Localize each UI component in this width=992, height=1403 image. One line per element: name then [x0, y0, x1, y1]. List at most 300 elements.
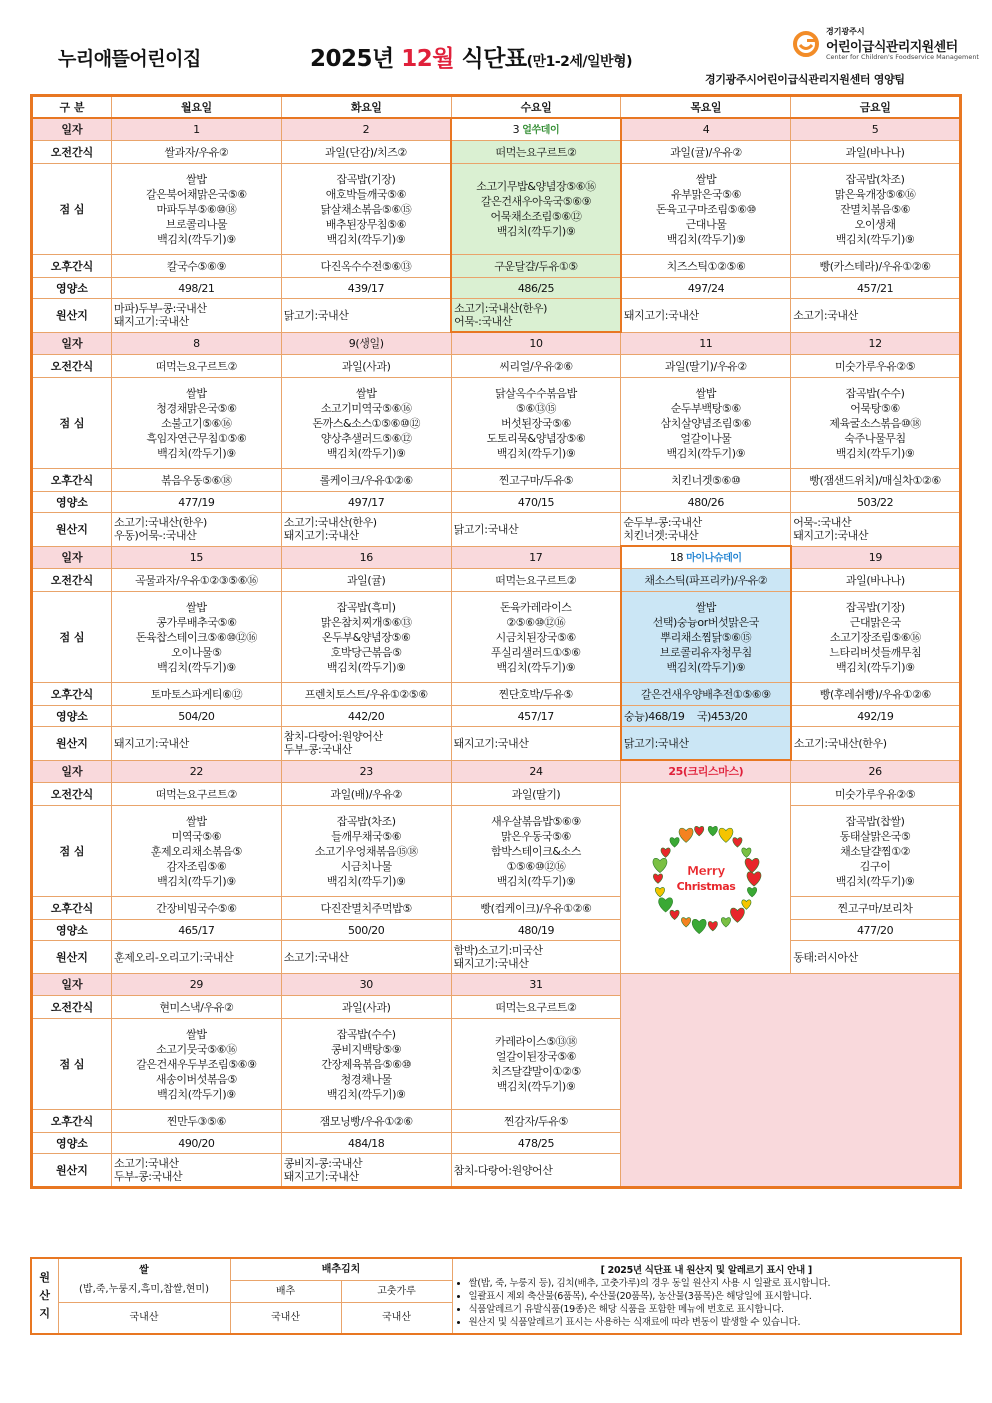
lunch-item: 얼갈이나물	[680, 431, 732, 445]
date-cell	[791, 546, 961, 569]
am-snack-cell: 곡물과자/우유①②③⑤⑥⑯	[112, 569, 282, 592]
lunch-item: 채소달걀찜①②	[840, 844, 911, 858]
lunch-item: 푸실리샐러드①⑤⑥	[490, 645, 581, 659]
date-label: 일자	[32, 118, 112, 141]
lunch-item: 백김치(깍두기)⑨	[666, 660, 746, 674]
origin-item: 닭고기:국내산	[283, 308, 349, 322]
nutrition-cell: 477/19	[112, 492, 282, 513]
pm-snack-cell: 빵(잼샌드위치)/매실차①②⑥	[791, 469, 961, 492]
pepper-label: 고춧가루	[341, 1280, 452, 1302]
origin-cell	[791, 299, 961, 333]
am-snack-cell: 과일(단감)/치즈②	[281, 141, 451, 164]
lunch-item: 잡곡밥(수수)	[336, 1027, 396, 1041]
date-label: 일자	[32, 546, 112, 569]
lunch-item: 잡곡밥(기장)	[845, 600, 905, 614]
date-cell	[112, 974, 282, 996]
origin-item: 소고기:국내산	[114, 1157, 179, 1170]
notice-list	[457, 1277, 956, 1329]
lunch-item: 배추된장무침⑤⑥	[325, 217, 407, 231]
date-cell	[112, 118, 282, 141]
pm-snack-cell: 빵(컵케이크)/우유①②⑥	[451, 897, 621, 920]
lunch-item: 콩가루배추국⑤⑥	[156, 615, 237, 629]
heart-decoration	[745, 858, 759, 872]
lunch-item: 쌀밥	[186, 600, 207, 614]
lunch-item: 백김치(깍두기)⑨	[496, 660, 576, 674]
lunch-item: 브로콜리나물	[165, 217, 228, 231]
am-snack-label: 오전간식	[32, 141, 112, 164]
date-label: 일자	[32, 332, 112, 355]
origin-item: 돼지고기:국내산	[793, 529, 869, 543]
page-title	[310, 40, 632, 73]
lunch-item: 백김치(깍두기)⑨	[157, 446, 236, 460]
am-snack-cell: 과일(바나나)	[791, 141, 961, 164]
heart-decoration	[661, 848, 670, 858]
lunch-item: 양상추샐러드⑤⑥⑫	[320, 431, 412, 445]
date-cell	[281, 974, 451, 996]
origin-item: 소고기:국내산(한우)	[793, 736, 887, 750]
title-text: 식단표	[461, 46, 527, 72]
date-number: 3	[512, 122, 520, 136]
lunch-cell	[281, 592, 451, 683]
christmas-text: Christmas	[676, 880, 736, 893]
nutrition-cell: 484/18	[281, 1133, 451, 1154]
lunch-item: 어묵채소조림⑤⑥⑫	[490, 210, 582, 223]
date-number: 26	[868, 764, 882, 778]
lunch-item: 백김치(깍두기)⑨	[835, 232, 915, 246]
date-number: 9(생일)	[348, 336, 384, 350]
origin-item: 참치-다랑어:원양어산	[283, 730, 383, 744]
date-cell	[621, 118, 791, 141]
origin-item: 어묵-:국내산	[454, 315, 513, 328]
origin-item: 두부-콩:국내산	[283, 743, 353, 757]
day-header: 월요일	[112, 96, 282, 119]
pm-snack-cell: 빵(카스테라)/우유①②⑥	[791, 255, 961, 278]
am-snack-cell: 떠먹는요구르트②	[451, 996, 621, 1019]
christmas-cell	[621, 783, 791, 974]
heart-decoration	[747, 887, 756, 897]
pm-snack-cell: 프렌치토스트/우유①②⑤⑥	[281, 683, 451, 706]
origin-item: 닭고기:국내산	[623, 736, 689, 750]
lunch-cell	[281, 378, 451, 469]
am-snack-cell: 쌀과자/우유②	[112, 141, 282, 164]
lunch-item: 감자조림⑤⑥	[166, 859, 227, 873]
rice-header	[58, 1258, 230, 1302]
am-snack-cell: 과일(귤)	[281, 569, 451, 592]
notice-title: [ 2025년 식단표 내 원산지 및 알레르기 표시 안내 ]	[600, 1264, 812, 1276]
date-number: 24	[529, 764, 543, 778]
origin-item: 함박)소고기:미국산	[453, 944, 543, 957]
origin-cell	[112, 513, 282, 547]
am-snack-cell: 과일(바나나)	[791, 569, 961, 592]
empty-cell	[621, 974, 961, 1188]
lunch-cell	[451, 592, 621, 683]
kimchi-header: 배추김치	[230, 1258, 452, 1280]
nutrition-cell: 470/15	[451, 492, 621, 513]
origin-item: 소고기:국내산(한우)	[454, 302, 547, 315]
lunch-item: 콩비지백탕⑤⑨	[331, 1042, 402, 1056]
date-number: 19	[868, 550, 882, 564]
lunch-cell	[791, 378, 961, 469]
lunch-item: 유부맑은국⑤⑥	[671, 187, 742, 201]
date-cell	[791, 118, 961, 141]
origin-notice-table	[30, 1257, 962, 1335]
rice-label: 쌀	[139, 1265, 149, 1277]
lunch-item: 미역국⑤⑥	[171, 829, 222, 843]
am-snack-label: 오전간식	[32, 783, 112, 806]
date-number: 11	[699, 336, 713, 350]
pm-snack-cell: 다진잔멸치주먹밥⑤	[281, 897, 451, 920]
lunch-item: 도토리묵&양념장⑤⑥	[486, 431, 586, 445]
pm-snack-label: 오후간식	[32, 683, 112, 706]
date-cell	[281, 760, 451, 783]
nutrition-label: 영양소	[32, 492, 112, 513]
nutrition-cell: 486/25	[451, 278, 621, 299]
date-number: 4	[702, 123, 710, 136]
am-snack-cell: 현미스낵/우유②	[112, 996, 282, 1019]
date-cell	[112, 760, 282, 783]
date-cell	[791, 760, 961, 783]
lunch-item: 순두부백탕⑤⑥	[670, 401, 741, 415]
nutrition-label: 영양소	[32, 920, 112, 941]
nutrition-cell: 480/26	[621, 492, 791, 513]
date-number: 15	[189, 550, 203, 564]
lunch-item: 치즈달걀말이①②⑤	[491, 1065, 581, 1078]
date-number: 2	[362, 123, 370, 136]
nutrition-label: 영양소	[32, 278, 112, 299]
nutrition-label: 영양소	[32, 1133, 112, 1154]
origin-cell	[281, 941, 451, 974]
heart-decoration	[694, 826, 703, 836]
rice-sub-label: (밥,죽,누룽지,흑미,찹쌀,현미)	[79, 1284, 209, 1296]
lunch-item: 백김치(깍두기)⑨	[496, 1080, 576, 1093]
lunch-item: 시금치된장국⑤⑥	[495, 630, 576, 644]
nutrition-cell: 465/17	[112, 920, 282, 941]
date-number: 10	[529, 337, 543, 350]
lunch-item: 애호박들깨국⑤⑥	[325, 187, 407, 201]
date-label: 일자	[32, 974, 112, 996]
date-cell	[621, 760, 791, 783]
lunch-item: 쌀밥	[186, 172, 207, 186]
lunch-item: 백김치(깍두기)⑨	[496, 874, 576, 888]
heart-decoration	[730, 908, 744, 922]
am-snack-cell: 떠먹는요구르트②	[112, 783, 282, 806]
lunch-item: 백김치(깍두기)⑨	[496, 225, 576, 238]
heart-decoration	[655, 887, 664, 897]
heart-decoration	[741, 848, 750, 858]
lunch-item: 백김치(깍두기)⑨	[157, 874, 236, 888]
title-month: 12월	[401, 46, 454, 72]
lunch-cell	[112, 378, 282, 469]
date-number: 30	[359, 978, 373, 991]
lunch-cell	[281, 806, 451, 897]
lunch-item: 갈은건새우두부조림⑤⑥⑨	[136, 1057, 257, 1071]
lunch-item: 카레라이스⑤⑬⑱	[495, 1035, 577, 1048]
origin-item: 돼지고기:국내산	[114, 315, 189, 329]
lunch-item: 김구이	[859, 859, 891, 873]
lunch-item: 새우살볶음밥⑤⑥⑨	[491, 814, 581, 828]
lunch-item: 잡곡밥(수수)	[845, 386, 905, 400]
origin-cell	[281, 727, 451, 761]
origin-label: 원산지	[32, 299, 112, 333]
heart-decoration	[708, 826, 717, 836]
smile-logo-icon	[792, 30, 820, 58]
lunch-item: 쌀밥	[186, 386, 207, 400]
cabbage-origin: 국내산	[230, 1302, 341, 1334]
lunch-item: 소고기미역국⑤⑥⑯	[320, 401, 412, 415]
origin-item: 돼지고기:국내산	[453, 957, 529, 970]
heart-decoration	[692, 919, 706, 933]
lunch-item: 쌀밥	[186, 1027, 207, 1041]
heart-decoration	[733, 838, 742, 848]
day-header: 화요일	[281, 96, 451, 119]
pm-snack-cell: 치즈스틱①②⑤⑥	[621, 255, 791, 278]
am-snack-cell: 과일(배)/우유②	[281, 783, 451, 806]
lunch-item: 온두부&양념장⑤⑥	[321, 630, 411, 644]
lunch-item: 백김치(깍두기)⑨	[157, 660, 236, 674]
origin-item: 소고기:국내산(한우)	[283, 516, 377, 530]
lunch-item: 돈육고구마조림⑤⑥⑩	[656, 202, 757, 216]
date-cell	[281, 118, 451, 141]
lunch-item: 쌀밥	[186, 814, 207, 828]
lunch-item: 돈육찹스테이크⑤⑥⑩⑫⑯	[135, 630, 257, 644]
lunch-item: 동태살맑은국⑤	[839, 829, 911, 843]
lunch-item: 마파두부⑤⑥⑩⑱	[156, 202, 237, 216]
pm-snack-cell: 찐고구마/보리차	[791, 897, 961, 920]
lunch-item: 잔멸치볶음⑤⑥	[840, 202, 911, 216]
lunch-cell	[112, 164, 282, 255]
lunch-label: 점 심	[32, 1019, 112, 1110]
lunch-cell	[621, 378, 791, 469]
lunch-item: 맑은우동국⑤⑥	[500, 829, 572, 843]
page-header	[0, 0, 992, 92]
nutrition-cell: 492/19	[791, 706, 961, 727]
lunch-item: 닭살옥수수볶음밥	[495, 386, 577, 400]
am-snack-cell: 채소스틱(파프리카)/우유②	[621, 569, 791, 592]
date-cell	[281, 546, 451, 569]
pm-snack-cell: 잼모닝빵/우유①②⑥	[281, 1110, 451, 1133]
lunch-item: 근대나물	[685, 217, 727, 231]
school-name: 누리애뜰어린이집	[58, 48, 201, 70]
am-snack-cell: 떠먹는요구르트②	[112, 355, 282, 378]
christmas-wreath-image	[641, 813, 771, 943]
logo-name: 어린이급식관리지원센터	[826, 40, 958, 55]
pm-snack-cell: 다진옥수수전⑤⑥⑬	[281, 255, 451, 278]
origin-label: 원산지	[32, 941, 112, 974]
lunch-item: 쌀밥	[695, 600, 717, 614]
lunch-item: 잡곡밥(차조)	[845, 172, 905, 186]
nutrition-cell: 442/20	[281, 706, 451, 727]
origin-cell	[112, 299, 282, 333]
pm-snack-cell: 간장비빔국수⑤⑥	[112, 897, 282, 920]
origin-side-label	[31, 1258, 58, 1334]
lunch-item: 얼갈이된장국⑤⑥	[495, 1050, 577, 1063]
date-cell	[621, 546, 791, 569]
am-snack-cell: 과일(사과)	[281, 996, 451, 1019]
pm-snack-label: 오후간식	[32, 1110, 112, 1133]
lunch-item: 청경채맑은국⑤⑥	[156, 401, 237, 415]
lunch-item: 백김치(깍두기)⑨	[666, 232, 746, 246]
pm-snack-label: 오후간식	[32, 469, 112, 492]
date-number: 23	[359, 764, 373, 778]
center-team: 경기광주시어린이급식관리지원센터 영양팀	[705, 73, 905, 86]
origin-item: 소고기:국내산(한우)	[114, 516, 207, 530]
nutrition-cell: 457/21	[791, 278, 961, 299]
am-snack-cell: 과일(딸기)/우유②	[621, 355, 791, 378]
origin-cell	[281, 299, 451, 333]
gubun-header: 구 분	[32, 96, 112, 119]
lunch-item: 백김치(깍두기)⑨	[496, 446, 576, 460]
origin-label: 원산지	[32, 513, 112, 547]
origin-item: 우동)어묵-:국내산	[114, 529, 197, 543]
lunch-item: 삼치살양념조림⑤⑥	[660, 416, 752, 430]
pm-snack-label: 오후간식	[32, 255, 112, 278]
date-cell	[791, 332, 961, 355]
lunch-item: 백김치(깍두기)⑨	[326, 1087, 406, 1101]
date-number: 25(크리스마스)	[668, 765, 744, 778]
lunch-cell	[451, 164, 621, 255]
lunch-item: 닭살채소볶음⑤⑥⑮	[320, 202, 412, 216]
lunch-item: 쌀밥	[695, 172, 717, 186]
heart-decoration	[658, 898, 672, 912]
wreath-icon	[641, 813, 771, 943]
side-char: 산	[39, 1289, 51, 1302]
nutrition-cell: 480/19	[451, 920, 621, 941]
heart-decoration	[670, 910, 679, 920]
lunch-cell	[621, 164, 791, 255]
heart-decoration	[653, 858, 667, 872]
heart-decoration	[670, 838, 679, 848]
lunch-item: 백김치(깍두기)⑨	[835, 874, 915, 888]
origin-item: 순두부-콩:국내산	[623, 516, 702, 529]
lunch-cell	[281, 1019, 451, 1110]
lunch-item: 백김치(깍두기)⑨	[157, 232, 236, 246]
am-snack-cell: 과일(귤)/우유②	[621, 141, 791, 164]
lunch-item: 백김치(깍두기)⑨	[666, 446, 746, 460]
am-snack-cell: 떠먹는요구르트②	[451, 569, 621, 592]
date-cell	[281, 332, 451, 355]
lunch-cell	[791, 164, 961, 255]
lunch-item: 소고기무밥&양념장⑤⑥⑯	[476, 180, 596, 193]
side-char: 지	[39, 1307, 51, 1320]
lunch-cell	[112, 592, 282, 683]
date-number: 5	[871, 123, 879, 136]
date-number: 18	[669, 550, 684, 564]
lunch-cell	[112, 806, 282, 897]
lunch-item: 맑은육개장⑤⑥⑯	[834, 187, 916, 201]
am-snack-cell: 과일(딸기)	[451, 783, 621, 806]
heart-decoration	[741, 900, 750, 910]
pm-snack-cell: 롤케이크/우유①②⑥	[281, 469, 451, 492]
nutrition-cell: 숭늉)468/19 국)453/20	[621, 706, 791, 727]
lunch-item: 브로콜리유자청무침	[659, 645, 752, 659]
origin-item: 돼지고기:국내산	[114, 736, 189, 750]
am-snack-cell: 씨리얼/우유②⑥	[451, 355, 621, 378]
lunch-label: 점 심	[32, 592, 112, 683]
event-tag: 얼쑤데이	[522, 124, 560, 136]
origin-cell	[281, 513, 451, 547]
origin-cell	[621, 513, 791, 547]
lunch-item: 들깨무채국⑤⑥	[331, 829, 402, 843]
date-cell	[451, 332, 621, 355]
am-snack-cell: 떠먹는요구르트②	[451, 141, 621, 164]
origin-cell	[621, 299, 791, 333]
lunch-item: 소고기장조림⑤⑥⑯	[829, 630, 921, 644]
origin-cell	[791, 727, 961, 761]
date-label: 일자	[32, 760, 112, 783]
lunch-item: 오이나물⑤	[171, 645, 222, 659]
origin-item: 어묵-:국내산	[793, 516, 852, 530]
date-cell	[112, 332, 282, 355]
date-cell	[451, 546, 621, 569]
logo-city: 경기광주시	[826, 27, 865, 36]
origin-item: 치킨너겟:국내산	[623, 529, 699, 542]
heart-decoration	[708, 921, 717, 931]
heart-decoration	[721, 918, 730, 928]
nutrition-cell: 497/24	[621, 278, 791, 299]
lunch-item: 맑은참치찌개⑤⑥⑬	[320, 615, 412, 629]
lunch-cell	[621, 592, 791, 683]
date-number: 29	[189, 978, 203, 991]
lunch-item: 청경채나물	[340, 1072, 392, 1086]
lunch-cell	[451, 378, 621, 469]
pm-snack-cell: 빵(후레쉬빵)/우유①②⑥	[791, 683, 961, 706]
date-cell	[112, 546, 282, 569]
origin-item: 돼지고기:국내산	[283, 529, 359, 543]
lunch-cell	[791, 806, 961, 897]
pm-snack-cell: 찐고구마/두유⑤	[451, 469, 621, 492]
am-snack-cell: 미숫가루우유②⑤	[791, 783, 961, 806]
origin-cell	[281, 1154, 451, 1188]
lunch-item: ②⑤⑥⑩⑫⑯	[506, 615, 566, 629]
lunch-item: 잡곡밥(찹쌀)	[845, 814, 905, 828]
lunch-item: 근대맑은국	[849, 615, 901, 629]
lunch-item: 시금치나물	[340, 859, 392, 873]
title-sub: (만1-2세/일반형)	[526, 54, 632, 70]
lunch-item: 소불고기⑤⑥⑯	[161, 416, 232, 430]
lunch-label: 점 심	[32, 806, 112, 897]
date-number: 1	[193, 123, 200, 136]
lunch-item: ①⑤⑥⑩⑫⑯	[506, 859, 566, 873]
origin-item: 돼지고기:국내산	[283, 1170, 359, 1183]
lunch-item: 흑임자연근무침①⑤⑥	[146, 431, 247, 445]
day-header: 금요일	[791, 96, 961, 119]
nutrition-cell: 498/21	[112, 278, 282, 299]
origin-label: 원산지	[32, 727, 112, 761]
pm-snack-cell: 찐감자/두유⑤	[451, 1110, 621, 1133]
date-number: 16	[359, 550, 373, 564]
lunch-item: 갈은건새우아욱국⑤⑥⑨	[480, 195, 592, 208]
nutrition-cell: 503/22	[791, 492, 961, 513]
lunch-cell	[451, 806, 621, 897]
lunch-item: 백김치(깍두기)⑨	[326, 446, 406, 460]
pm-snack-cell: 볶음우동⑤⑥⑱	[112, 469, 282, 492]
date-number: 8	[193, 336, 200, 350]
lunch-item: 돈까스&소스①⑤⑥⑩⑫	[312, 416, 421, 430]
lunch-item: 선택)숭늉or버섯맑은국	[652, 615, 759, 629]
lunch-item: 백김치(깍두기)⑨	[326, 660, 406, 674]
lunch-cell	[451, 1019, 621, 1110]
lunch-item: 숙주나물무침	[844, 431, 906, 445]
nutrition-cell: 490/20	[112, 1133, 282, 1154]
lunch-item: 갈은북어채맑은국⑤⑥	[146, 187, 247, 201]
lunch-item: 느타리버섯들깨무침	[829, 645, 922, 659]
pm-snack-cell: 칼국수⑤⑥⑨	[112, 255, 282, 278]
origin-cell	[621, 727, 791, 761]
origin-item: 콩비지-콩:국내산	[283, 1157, 363, 1170]
title-year: 2025년	[310, 46, 394, 72]
origin-cell	[451, 299, 621, 333]
origin-cell	[112, 1154, 282, 1188]
